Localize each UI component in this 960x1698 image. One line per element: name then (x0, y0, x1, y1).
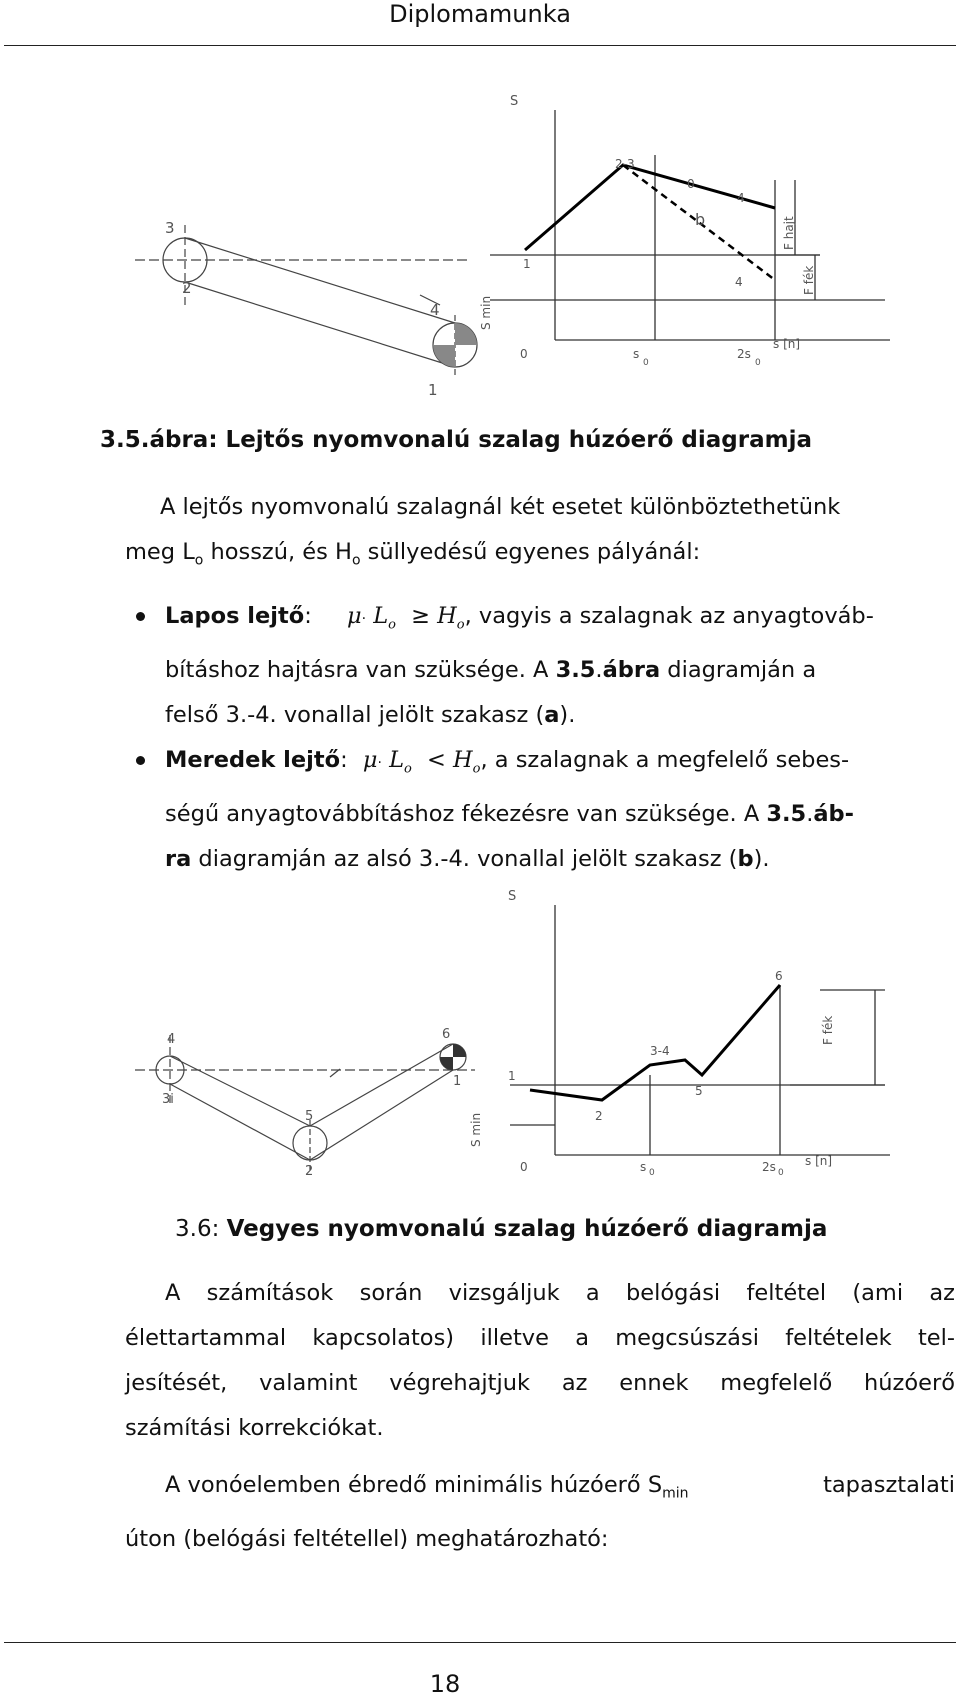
fig1-belt-label-1: 1 (428, 381, 438, 399)
fig1-fhajt-label: F hajt (782, 216, 796, 250)
page-header-title: Diplomamunka (389, 0, 571, 28)
fig2-belt-label-3i: 3i (162, 1092, 174, 1107)
fig1-point-0: 0 (687, 177, 695, 191)
bullet1-line2: bításhoz hajtásra van szüksége. A 3.5.ábra diagramján a (165, 656, 817, 683)
fig2-ffek-label: F fék (821, 1015, 835, 1045)
figure1-force-diagram (479, 90, 905, 395)
fig1-belt-label-4: 4 (430, 301, 440, 319)
fig2-tick-0: 0 (520, 1160, 528, 1174)
bullet1-line1: Lapos lejtő: $\mu\cdot L_o \ge H_o$, vagyis a szalagnak az anyagtováb- (165, 594, 955, 648)
header-divider (4, 45, 956, 46)
para2-line3: jesítését, valamint végrehajtjuk az ennek megfelelő húzóerő (125, 1370, 955, 1396)
fig1-tick-s: s (633, 347, 640, 361)
paragraph-smin (125, 1463, 955, 1562)
fig2-tick-2s: 2s (762, 1160, 776, 1174)
fig1-point-1: 1 (523, 257, 531, 271)
bullet-2-marker (136, 756, 145, 765)
bullet2-formula: $\mu\cdot L_o < H_o$ (362, 747, 481, 777)
fig2-belt-label-5: 5 (305, 1109, 314, 1124)
fig1-tick-s-sub: 0 (643, 358, 649, 368)
fig1-point-2-3: 2-3 (615, 157, 635, 171)
para2-line2: élettartammal kapcsolatos) illetve a megcsúszási feltételek tel- (125, 1325, 955, 1351)
fig2-belt-label-6: 6 (442, 1027, 451, 1042)
fig2-belt-label-4: 4 (167, 1032, 176, 1047)
fig2-axis-label-y: S (508, 889, 517, 904)
page-number: 18 (429, 1670, 461, 1698)
fig2-point-2: 2 (595, 1109, 603, 1123)
fig1-line-a (525, 165, 775, 250)
fig2-point-3-4: 3-4 (650, 1044, 670, 1058)
fig1-axis-label-x: s [n] (773, 337, 801, 351)
figure1-caption: 3.5.ábra: Lejtős nyomvonalú szalag húzóerő diagramja (100, 427, 812, 453)
fig1-tick-0: 0 (520, 347, 528, 361)
fig1-belt-label-3: 3 (165, 219, 175, 237)
fig1-tick-2s: 2s (737, 347, 751, 361)
figure2-caption-text: Vegyes nyomvonalú szalag húzóerő diagramja (226, 1216, 828, 1242)
para3-line2: úton (belógási feltétellel) meghatározható: (125, 1525, 609, 1552)
fig2-force-line (530, 985, 830, 1100)
fig2-tick-s: s (640, 1160, 647, 1174)
fig2-point-5: 5 (695, 1084, 703, 1098)
para2-line4: számítási korrekciókat. (125, 1415, 384, 1441)
figure1-belt-diagram (130, 215, 490, 400)
para3-line1: A vonóelemben ébredő minimális húzóerő $S_{min}$ tapasztalati (165, 1472, 955, 1502)
bullet2-line3: ra diagramján az alsó 3.-4. vonallal jelölt szakasz (b). (165, 845, 770, 872)
figure2-caption (175, 1216, 827, 1242)
bullet1-formula: $\mu\cdot L_o \ge H_o$ (346, 603, 465, 633)
fig2-tick-s-sub: 0 (649, 1168, 655, 1178)
fig2-axis-label-x: s [n] (805, 1154, 833, 1168)
figure2-belt-diagram (135, 1025, 475, 1180)
fig2-belt-label-2: 2 (305, 1164, 314, 1179)
figure2-force-diagram (469, 885, 910, 1178)
fig1-smin-label: S min (479, 295, 493, 330)
fig2-smin-label: S min (469, 1112, 483, 1147)
fig1-ffek-label: F fék (802, 265, 816, 295)
bullet2-line2: ségű anyagtovábbításhoz fékezésre van szüksége. A 3.5.áb- (165, 800, 855, 827)
bullet-1 (165, 594, 955, 738)
figure2-caption-number: 3.6: (175, 1216, 227, 1242)
fig1-belt-label-2: 2 (182, 279, 192, 297)
fig1-point-4-bottom: 4 (735, 275, 743, 289)
para1-line2: meg $L_o$ hosszú, és $H_o$ süllyedésű egyenes pályánál: (125, 539, 701, 569)
para1-line1: A lejtős nyomvonalú szalagnál két esetet különböztethetünk (160, 494, 841, 520)
fig1-tick-2s-sub: 0 (755, 358, 761, 368)
bullet1-label: Lapos lejtő (165, 603, 305, 629)
footer-divider (4, 1642, 956, 1643)
fig1-axis-label-y: S (510, 94, 519, 109)
fig2-belt-label-1: 1 (453, 1074, 462, 1089)
fig2-point-1: 1 (508, 1069, 516, 1083)
fig2-force-line-main (530, 985, 780, 1100)
fig2-tick-2s-sub: 0 (778, 1168, 784, 1178)
paragraph-calculations (125, 1271, 955, 1451)
paragraph-intro (125, 485, 955, 584)
fig1-point-b: b (695, 210, 706, 229)
fig2-point-6: 6 (775, 969, 783, 983)
bullet2-line1: Meredek lejtő: $\mu\cdot L_o < H_o$, a szalagnak a megfelelő sebes- (165, 738, 955, 792)
bullet2-label: Meredek lejtő (165, 747, 341, 773)
para2-line1: A számítások során vizsgáljuk a belógási feltétel (ami az (165, 1280, 955, 1306)
bullet1-line3: felső 3.-4. vonallal jelölt szakasz (a). (165, 701, 576, 728)
fig1-point-4-top: 4 (737, 191, 745, 205)
bullet-2 (165, 738, 955, 882)
bullet-1-marker (136, 612, 145, 621)
